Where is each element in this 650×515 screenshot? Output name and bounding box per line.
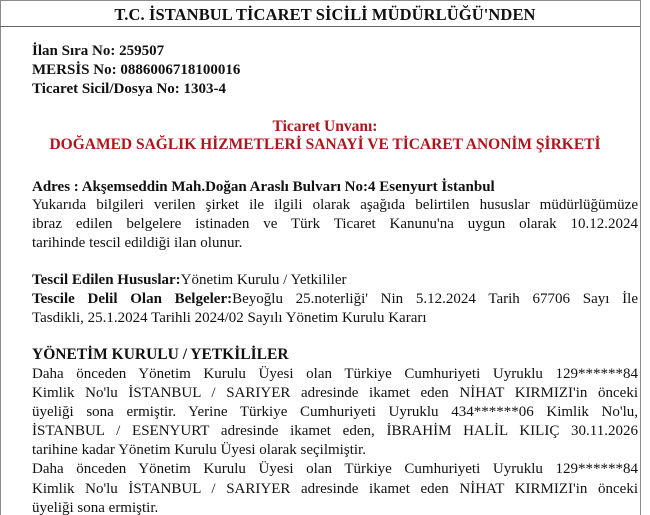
company-address: [32, 178, 638, 197]
trade-name-label: Ticaret Unvanı:: [272, 118, 378, 135]
address-text: Adres : Akşemseddin Mah.Doğan Araslı Bulvarı No:4 Esenyurt İstanbul: [32, 179, 495, 195]
frame-border-top: [0, 0, 640, 1]
board-text-line: Daha önceden Yönetim Kurulu Üyesi olan Türkiye Cumhuriyeti Uyruklu 129******84: [32, 366, 638, 382]
registered-matters-value: Yönetim Kurulu / Yetkililer: [180, 272, 347, 288]
registered-matters-row: [32, 271, 638, 290]
ilan-sira-no: İlan Sıra No: 259507: [32, 43, 165, 59]
evidence-documents-row: [32, 290, 638, 309]
frame-border-left: [0, 0, 1, 515]
board-text-line: tarihine kadar Yönetim Kurulu Üyesi olarak seçilmiştir.: [32, 442, 366, 459]
header-divider: [0, 26, 640, 27]
mersis-no: MERSİS No: 0886006718100016: [32, 62, 241, 78]
board-section-title: YÖNETİM KURULU / YETKİLİLER: [32, 346, 289, 363]
evidence-documents-label: Tescile Delil Olan Belgeler:: [32, 291, 233, 308]
evidence-documents-continued: Tasdikli, 25.1.2024 Tarihli 2024/02 Sayılı Yönetim Kurulu Kararı: [32, 310, 427, 327]
board-text-line: Daha önceden Yönetim Kurulu Üyesi olan Türkiye Cumhuriyeti Uyruklu 129******84: [32, 461, 638, 478]
evidence-documents-value: Beyoğlu 25.noterliği' Nin 5.12.2024 Tarih 67706 Sayı İle: [232, 291, 638, 308]
intro-paragraph: [32, 196, 638, 253]
intro-line: tarihinde tescil edildiği ilan olunur.: [32, 235, 243, 252]
board-text-line: İSTANBUL / ESENYURT adresinde ikamet eden, İBRAHİM HALİL KILIÇ 30.11.2026: [32, 423, 638, 440]
intro-line: Yukarıda bilgileri verilen şirket ile ilgili olarak aşağıda belirtilen hususlar müdürlüğümüze: [32, 197, 638, 213]
trade-name-value: DOĞAMED SAĞLIK HİZMETLERİ SANAYİ VE TİCARET ANONİM ŞİRKETİ: [49, 136, 601, 153]
board-text-line: üyeliği sona ermiştir. Yerine Türkiye Cumhuriyeti Uyruklu 434******06 Kimlik No'lu,: [32, 404, 638, 421]
board-text-line: üyeliği sona ermiştir.: [32, 499, 159, 515]
registered-matters-label: Tescil Edilen Hususlar:: [32, 272, 181, 288]
frame-border-right: [640, 0, 641, 515]
board-text-line: Kimlik No'lu İSTANBUL / SARIYER adresinde ikamet eden NİHAT KIRMIZI'in önceki: [32, 385, 638, 402]
intro-line: ibraz edilen belgelere istinaden ve Türk Ticaret Kanunu'na uygun olarak 10.12.2024: [32, 216, 638, 233]
notice-header-title: T.C. İSTANBUL TİCARET SİCİLİ MÜDÜRLÜĞÜ'NDEN: [114, 5, 536, 24]
board-text-line: Kimlik No'lu İSTANBUL / SARIYER adresinde ikamet eden NİHAT KIRMIZI'in önceki: [32, 480, 638, 497]
registration-details: [32, 271, 638, 328]
board-changes-paragraph: [32, 365, 638, 515]
ticaret-sicil-no: Ticaret Sicil/Dosya No: 1303-4: [32, 81, 227, 97]
